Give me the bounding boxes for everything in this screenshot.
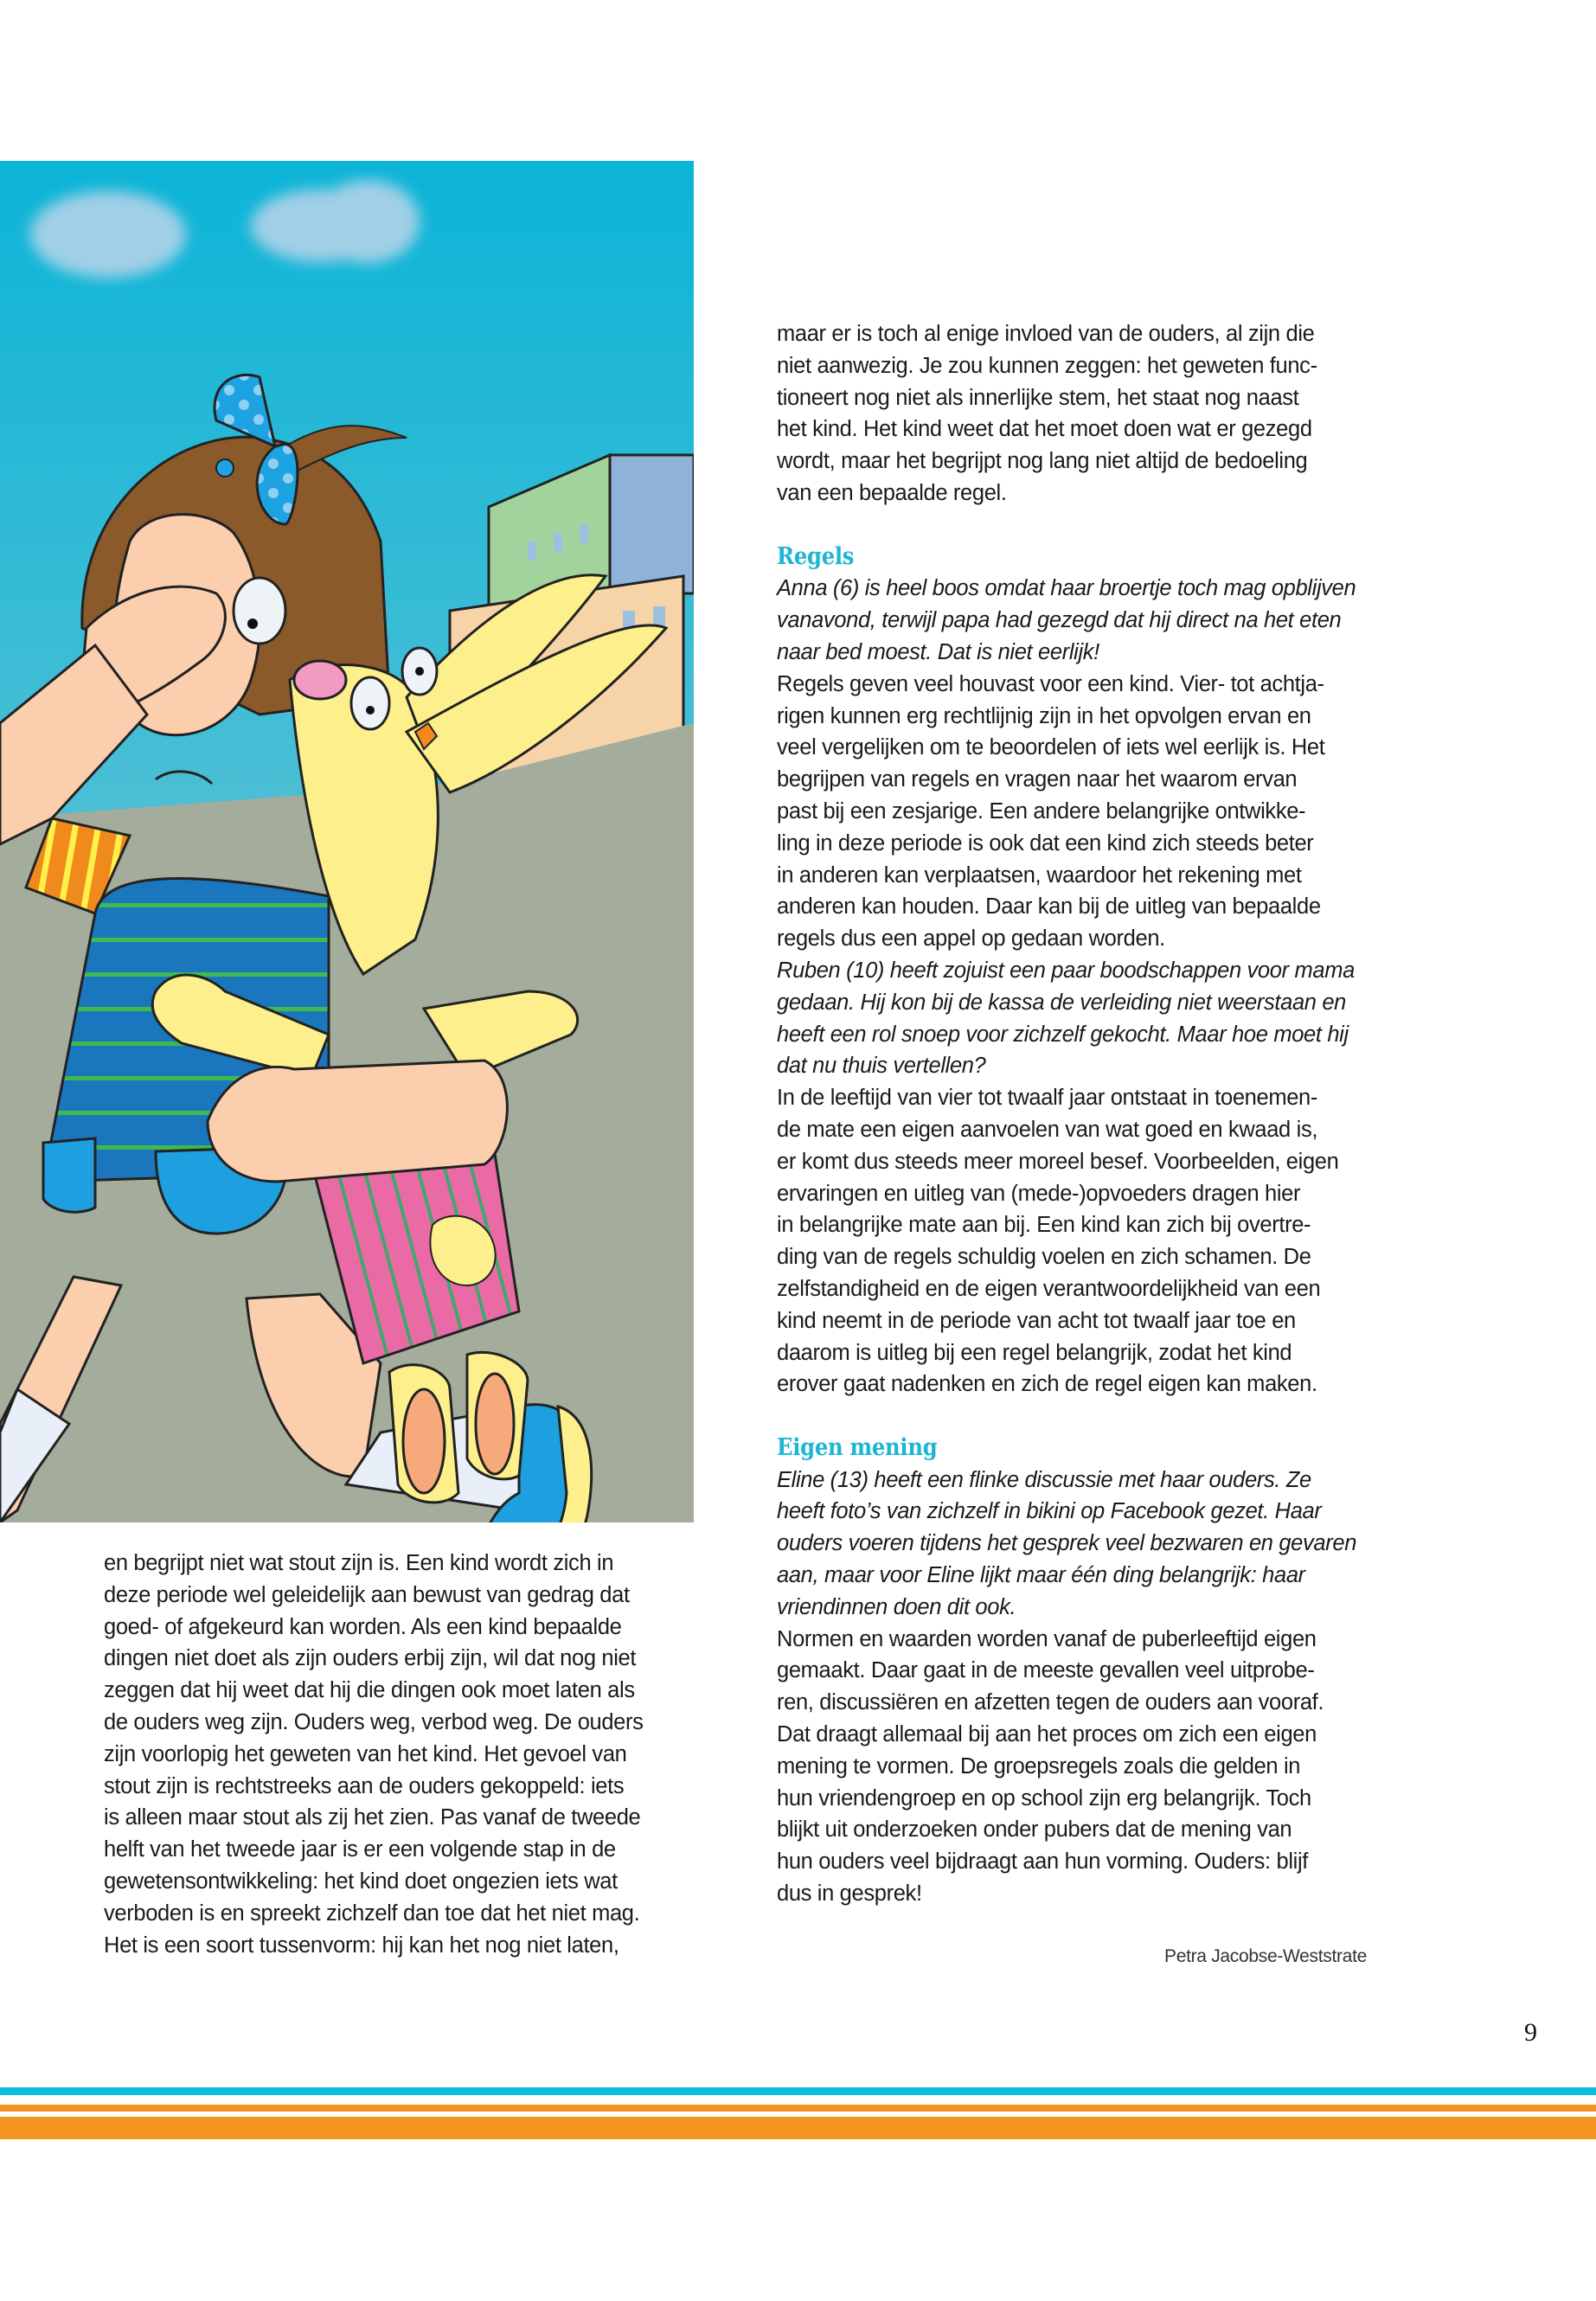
text-line: past bij een zesjarige. Een andere belangrijke ontwikke- (777, 798, 1306, 824)
text-line: anderen kan houden. Daar kan bij de uitleg van bepaalde (777, 894, 1321, 920)
text-line: ervaringen en uitleg van (mede-)opvoeders dragen hier (777, 1181, 1301, 1206)
text-line: het kind. Het kind weet dat het moet doen wat er gezegd (777, 417, 1312, 442)
text-line: zijn voorlopig het geweten van het kind. Het gevoel van (104, 1741, 627, 1766)
text-line: niet aanwezig. Je zou kunnen zeggen: het geweten func- (777, 353, 1317, 378)
text-line: dat nu thuis vertellen? (777, 1054, 986, 1079)
page-number: 9 (1524, 2018, 1537, 2047)
intro-paragraph (777, 318, 1400, 510)
text-line: dus in gesprek! (777, 1881, 922, 1907)
text-line: in anderen kan verplaatsen, waardoor het rekening met (777, 862, 1302, 888)
text-line: maar er is toch al enige invloed van de ouders, al zijn die (777, 322, 1315, 346)
text-line: en begrijpt niet wat stout zijn is. Een kind wordt zich in (104, 1551, 614, 1575)
text-line: ding van de regels schuldig voelen en zich schamen. De (777, 1245, 1311, 1270)
text-line: helft van het tweede jaar is er een volgende stap in de (104, 1837, 616, 1862)
text-line: erover gaat nadenken en zich de regel eigen kan maken. (777, 1372, 1317, 1397)
text-line: ouders voeren tijdens het gesprek veel bezwaren en gevaren (777, 1531, 1357, 1556)
section-heading-regels: Regels (777, 542, 855, 570)
paragraph-gap (777, 510, 1400, 542)
text-line: de ouders weg zijn. Ouders weg, verbod weg. De ouders (104, 1709, 644, 1734)
text-line: begrijpen van regels en vragen naar het waarom ervan (777, 767, 1298, 792)
text-line: Ruben (10) heeft zojuist een paar boodschappen voor mama (777, 958, 1355, 983)
text-line: er komt dus steeds meer moreel besef. Voorbeelden, eigen (777, 1149, 1339, 1174)
paragraph-gap (777, 1400, 1400, 1433)
footer-stripe-orange-thick (0, 2117, 1596, 2139)
text-line: ren, discussiëren en afzetten tegen de ouders aan vooraf. (777, 1690, 1324, 1715)
text-line: hun ouders veel bijdraagt aan hun vorming. Ouders: blijf (777, 1849, 1309, 1875)
text-line: regels dus een appel op gedaan worden. (777, 926, 1165, 952)
eigen-mening-paragraph (777, 1624, 1400, 1910)
text-line: Eline (13) heeft een flinke discussie met haar ouders. Ze (777, 1467, 1311, 1492)
text-line: zeggen dat hij weet dat hij die dingen ook moet laten als (104, 1678, 635, 1703)
text-line: dingen niet doet als zijn ouders erbij zijn, wil dat nog niet (104, 1646, 637, 1671)
text-line: veel vergelijken om te beoordelen of iets wel eerlijk is. Het (777, 735, 1325, 760)
text-line: gemaakt. Daar gaat in de meeste gevallen veel uitprobe- (777, 1658, 1315, 1683)
text-line: Het is een soort tussenvorm: hij kan het nog niet laten, (104, 1932, 619, 1958)
text-line: zelfstandigheid en de eigen verantwoordelijkheid van een (777, 1276, 1321, 1301)
regels-paragraph-1 (777, 669, 1400, 955)
section-heading-eigen-mening: Eigen mening (777, 1433, 938, 1461)
footer-stripe-cyan (0, 2087, 1596, 2095)
text-line: Anna (6) is heel boos omdat haar broertje toch mag opblijven (777, 576, 1356, 601)
text-line: de mate een eigen aanvoelen van wat goed en kwaad is, (777, 1117, 1318, 1142)
example-ruben (777, 955, 1400, 1082)
text-line: is alleen maar stout als zij het zien. Pas vanaf de tweede (104, 1805, 641, 1830)
text-line: hun vriendengroep en op school zijn erg belangrijk. Toch (777, 1785, 1311, 1811)
text-line: vanavond, terwijl papa had gezegd dat hij direct na het eten (777, 608, 1342, 633)
example-anna (777, 573, 1400, 668)
text-line: aan, maar voor Eline lijkt maar één ding belangrijk: haar (777, 1563, 1305, 1588)
footer-stripe-orange-thin (0, 2105, 1596, 2112)
text-line: Regels geven veel houvast voor een kind. Vier- tot achtja- (777, 671, 1324, 696)
text-line: tioneert nog niet als innerlijke stem, het staat nog naast (777, 385, 1299, 410)
text-line: gewetensontwikkeling: het kind doet ongezien iets wat (104, 1868, 618, 1894)
text-line: van een bepaalde regel. (777, 480, 1007, 505)
regels-paragraph-2 (777, 1082, 1400, 1400)
text-line: kind neemt in de periode van acht tot twaalf jaar toe en (777, 1308, 1296, 1333)
left-column-text (104, 1548, 727, 1961)
text-line: daarom is uitleg bij een regel belangrijk, zodat het kind (777, 1340, 1292, 1365)
example-eline (777, 1465, 1400, 1624)
text-line: ling in deze periode is ook dat een kind zich steeds beter (777, 830, 1314, 856)
text-line: rigen kunnen erg rechtlijnig zijn in het opvolgen ervan en (777, 703, 1311, 728)
text-line: heeft foto’s van zichzelf in bikini op Facebook gezet. Haar (777, 1499, 1322, 1524)
cartoon-illustration (0, 161, 694, 1522)
text-line: in belangrijke mate aan bij. Een kind kan zich bij overtre- (777, 1213, 1311, 1238)
right-column-text (777, 318, 1400, 1910)
text-line: Dat draagt allemaal bij aan het proces om zich een eigen (777, 1722, 1317, 1747)
text-line: goed- of afgekeurd kan worden. Als een kind bepaalde (104, 1614, 622, 1639)
text-line: deze periode wel geleidelijk aan bewust van gedrag dat (104, 1582, 630, 1607)
author-signature: Petra Jacobse-Weststrate (1163, 1946, 1367, 1966)
girl-hugging-bunny-drawing (0, 161, 694, 1522)
text-line: mening te vormen. De groepsregels zoals die gelden in (777, 1753, 1301, 1779)
text-line: verboden is en spreekt zichzelf dan toe dat het niet mag. (104, 1900, 640, 1926)
text-line: heeft een rol snoep voor zichzelf gekocht. Maar hoe moet hij (777, 1022, 1349, 1047)
text-line: Normen en waarden worden vanaf de puberleeftijd eigen (777, 1626, 1317, 1651)
text-line: wordt, maar het begrijpt nog lang niet altijd de bedoeling (777, 449, 1308, 474)
text-line: In de leeftijd van vier tot twaalf jaar ontstaat in toenemen- (777, 1086, 1318, 1111)
text-line: blijkt uit onderzoeken onder pubers dat de mening van (777, 1817, 1292, 1843)
text-line: stout zijn is rechtstreeks aan de ouders gekoppeld: iets (104, 1773, 625, 1798)
text-line: naar bed moest. Dat is niet eerlijk! (777, 639, 1099, 664)
text-line: vriendinnen doen dit ook. (777, 1594, 1016, 1619)
text-line: gedaan. Hij kon bij de kassa de verleiding niet weerstaan en (777, 990, 1347, 1015)
